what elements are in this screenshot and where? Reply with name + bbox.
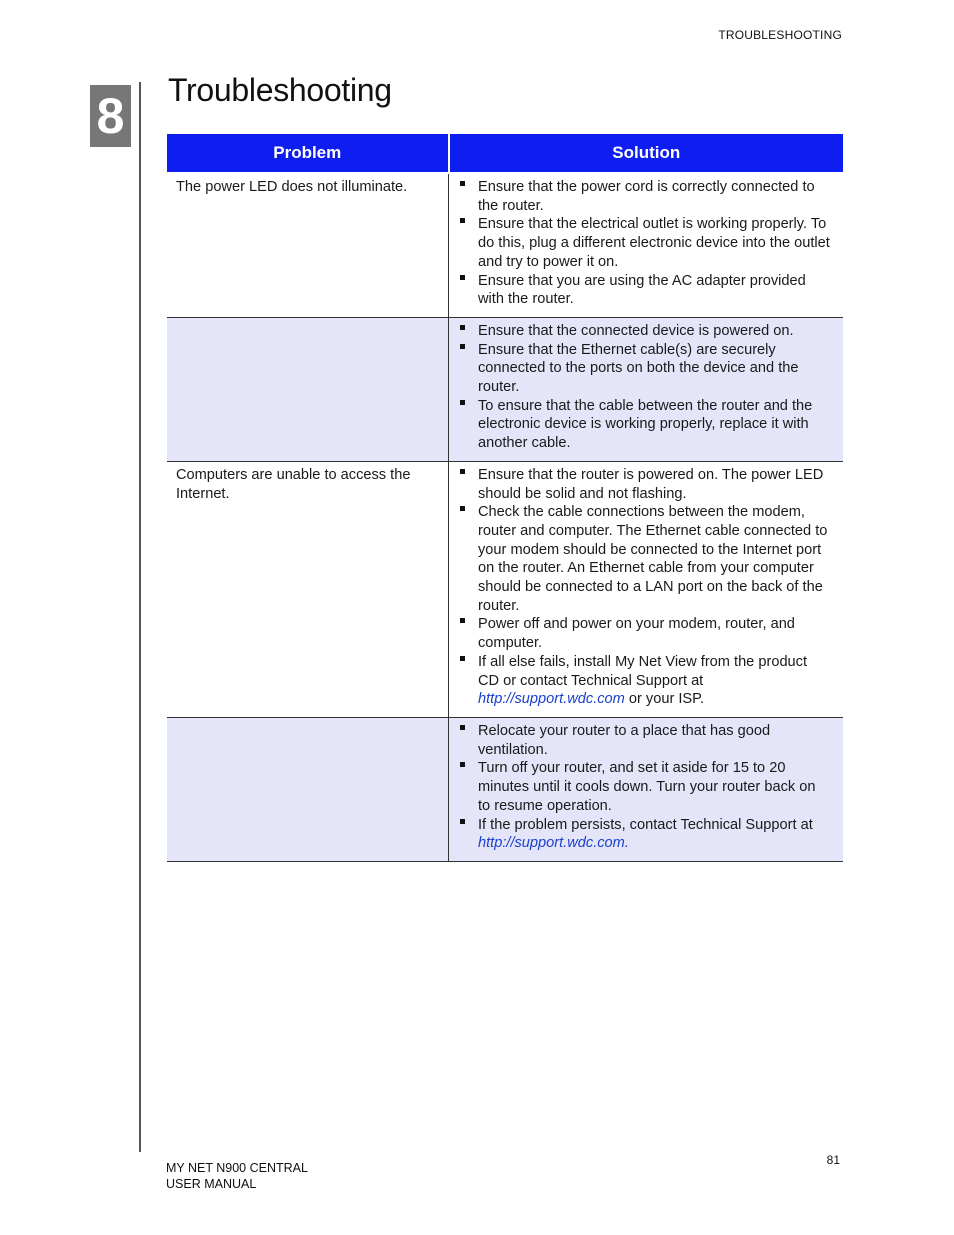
solution-text: Ensure that the electrical outlet is working properly. To do this, plug a different electronic device into the outlet and try to power it on. — [478, 216, 830, 270]
solution-cell — [449, 173, 844, 317]
solution-item — [457, 722, 831, 759]
solution-text: Relocate your router to a place that has good ventilation. — [478, 722, 771, 758]
column-header-solution: Solution — [449, 134, 844, 173]
solution-item — [457, 341, 831, 397]
solution-list — [457, 722, 831, 853]
square-bullet-icon — [460, 506, 465, 511]
square-bullet-icon — [460, 218, 465, 223]
solution-list — [457, 322, 831, 453]
solution-item — [457, 272, 831, 309]
support-link[interactable]: http://support.wdc.com — [478, 691, 625, 708]
square-bullet-icon — [460, 656, 465, 661]
solution-list — [457, 178, 831, 309]
solution-text: Ensure that you are using the AC adapter provided with the router. — [478, 272, 806, 308]
solution-cell — [449, 717, 844, 861]
solution-item — [457, 653, 831, 709]
solution-item — [457, 759, 831, 815]
square-bullet-icon — [460, 325, 465, 330]
footer-product — [166, 1161, 308, 1192]
solution-text: Turn off your router, and set it aside for 15 to 20 minutes until it cools down. Turn your router back on to resume operation. — [478, 760, 816, 814]
solution-item — [457, 215, 831, 271]
square-bullet-icon — [460, 762, 465, 767]
troubleshooting-table — [167, 134, 843, 862]
footer-doc-type: USER MANUAL — [166, 1176, 257, 1191]
table-row — [167, 317, 843, 461]
page-title: Troubleshooting — [168, 72, 392, 108]
table-header-row — [167, 134, 843, 173]
solution-text-tail: or your ISP. — [624, 691, 705, 708]
solution-item — [457, 397, 831, 453]
solution-item — [457, 503, 831, 615]
square-bullet-icon — [460, 725, 465, 730]
square-bullet-icon — [460, 469, 465, 474]
table-body — [167, 173, 843, 861]
square-bullet-icon — [460, 181, 465, 186]
chapter-number-badge: 8 — [90, 85, 131, 147]
square-bullet-icon — [460, 819, 465, 824]
column-header-problem: Problem — [167, 134, 449, 173]
solution-list — [457, 466, 831, 709]
solution-text: Check the cable connections between the modem, router and computer. The Ethernet cable connected to your modem should be connected to the Internet port on the router. An Ethernet cable from your computer should be connected to a LAN port on the back of the router. — [478, 504, 828, 614]
margin-rule — [139, 82, 141, 1152]
solution-text: To ensure that the cable between the router and the electronic device is working properly, replace it with another cable. — [478, 397, 813, 452]
problem-cell — [167, 717, 449, 861]
page-number: 81 — [826, 1153, 840, 1167]
problem-cell — [167, 317, 449, 461]
solution-item — [457, 816, 831, 853]
solution-text: Power off and power on your modem, router, and computer. — [478, 616, 795, 652]
solution-text: Ensure that the connected device is powered on. — [478, 322, 794, 339]
problem-cell: Computers are unable to access the Internet. — [167, 461, 449, 717]
running-header: TROUBLESHOOTING — [718, 28, 842, 42]
table-row — [167, 461, 843, 717]
solution-text: If the problem persists, contact Technical Support at — [478, 816, 813, 833]
square-bullet-icon — [460, 344, 465, 349]
solution-cell — [449, 461, 844, 717]
solution-cell — [449, 317, 844, 461]
square-bullet-icon — [460, 618, 465, 623]
solution-item — [457, 615, 831, 652]
solution-text: Ensure that the router is powered on. The power LED should be solid and not flashing. — [478, 466, 824, 502]
footer-product-name: MY NET N900 CENTRAL — [166, 1161, 308, 1175]
solution-text: If all else fails, install My Net View from the product CD or contact Technical Support at — [478, 653, 808, 689]
solution-item — [457, 466, 831, 503]
square-bullet-icon — [460, 275, 465, 280]
solution-item — [457, 178, 831, 215]
solution-item — [457, 322, 831, 341]
square-bullet-icon — [460, 400, 465, 405]
solution-text: Ensure that the power cord is correctly connected to the router. — [478, 179, 815, 214]
problem-cell: The power LED does not illuminate. — [167, 173, 449, 317]
support-link[interactable]: http://support.wdc.com. — [478, 835, 629, 852]
solution-text: Ensure that the Ethernet cable(s) are securely connected to the ports on both the device and the router. — [478, 341, 799, 396]
table-row — [167, 717, 843, 861]
table-row — [167, 173, 843, 317]
